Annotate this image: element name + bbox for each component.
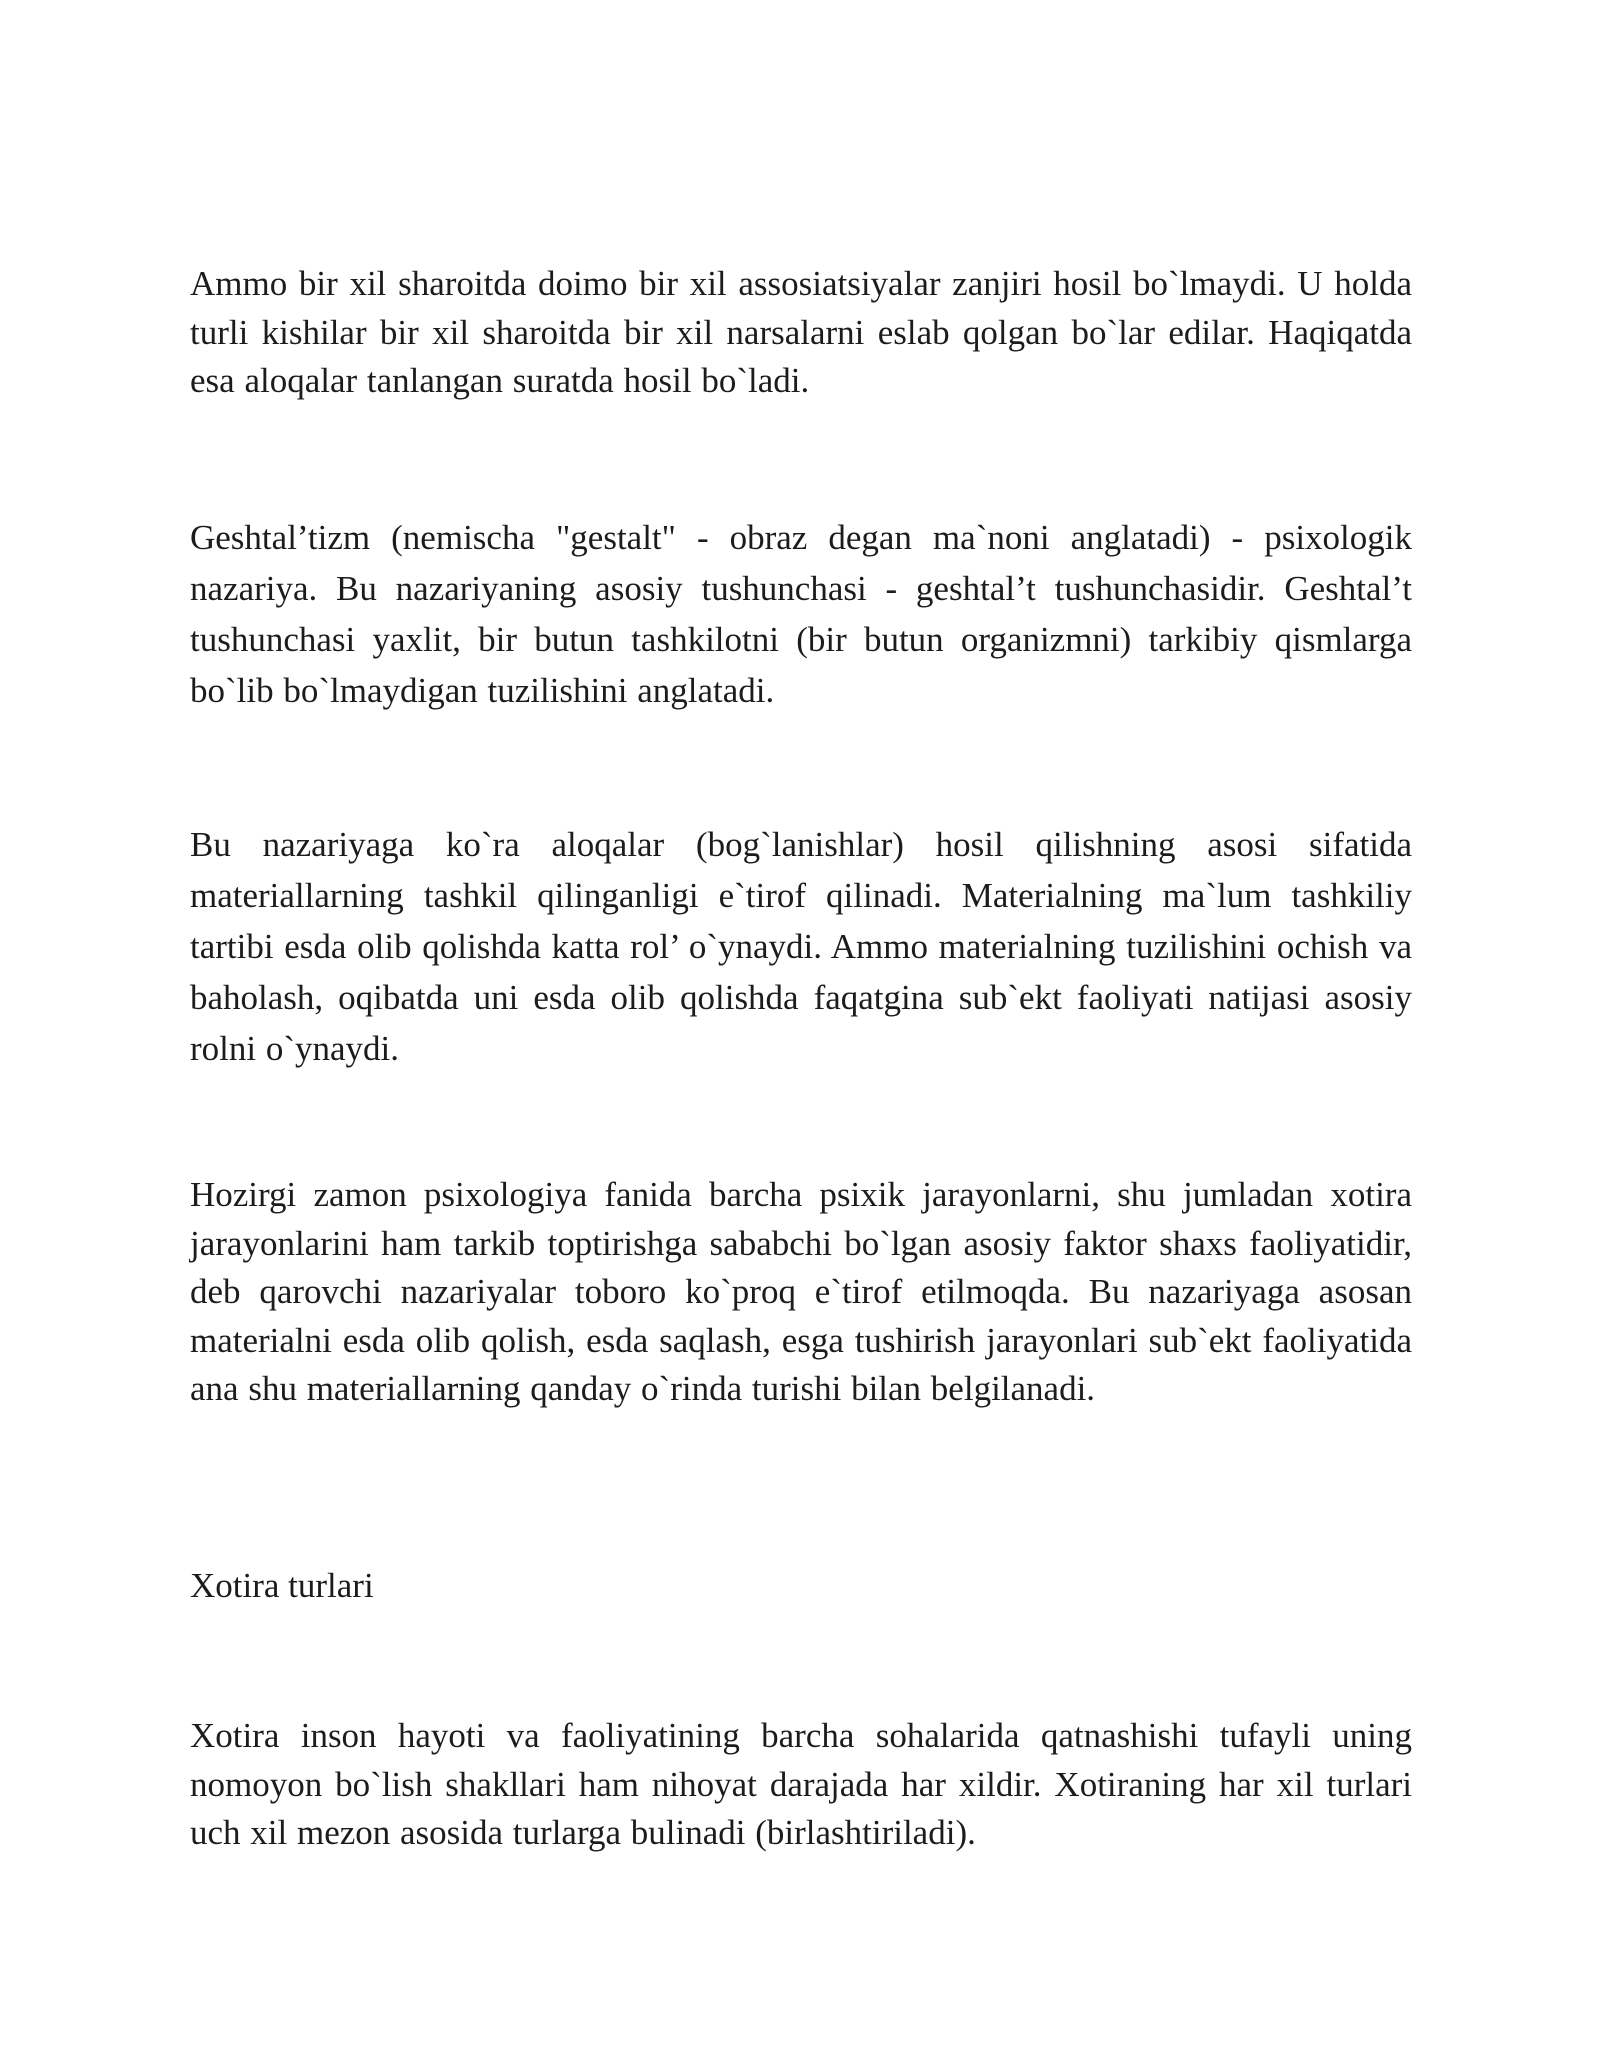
paragraph-gestaltism: Geshtal’tizm (nemischa "gestalt" - obraz degan ma`noni anglatadi) - psixologik nazariya. Bu nazariyaning asosiy tushunchasi - geshtal’t tushunchasidir. Geshtal’t tushunchasi yaxlit, bir butun tashkilotni (bir butun organizmni) tarkibiy qismlarga bo`lib bo`lmaydigan tuzilishini anglatadi. — [190, 518, 1412, 710]
paragraph-modern-psychology: Hozirgi zamon psixologiya fanida barcha psixik jarayonlarni, shu jumladan xotira jarayonlarini ham tarkib toptirishga sababchi bo`lgan asosiy faktor shaxs faoliyatidir, deb qarovchi nazariyalar toboro ko`proq e`tirof etilmoqda. Bu nazariyaga asosan materialni esda olib qolish, esda saqlash, esga tushirish jarayonlari sub`ekt faoliyatida ana shu materiallarning qanday o`rinda turishi bilan belgilanadi. — [190, 1175, 1412, 1408]
paragraph-memory-forms: Xotira inson hayoti va faoliyatining barcha sohalarida qatnashishi tufayli uning nomoyon bo`lish shakllari ham nihoyat darajada har xildir. Xotiraning har xil turlari uch xil mezon asosida turlarga bulinadi (birlashtiriladi). — [190, 1716, 1412, 1852]
section-heading-memory-types: Xotira turlari — [190, 1566, 374, 1605]
paragraph-associations: Ammo bir xil sharoitda doimo bir xil assosiatsiyalar zanjiri hosil bo`lmaydi. U holda turli kishilar bir xil sharoitda bir xil narsalarni eslab qolgan bo`lar edilar. Haqiqatda esa aloqalar tanlangan suratda hosil bo`ladi. — [190, 264, 1412, 400]
paragraph-material-organization: Bu nazariyaga ko`ra aloqalar (bog`lanishlar) hosil qilishning asosi sifatida materiallarning tashkil qilinganligi e`tirof qilinadi. Materialning ma`lum tashkiliy tartibi esda olib qolishda katta rol’ o`ynaydi. Ammo materialning tuzilishini ochish va baholash, oqibatda uni esda olib qolishda faqatgina sub`ekt faoliyati natijasi asosiy rolni o`ynaydi. — [190, 825, 1412, 1068]
